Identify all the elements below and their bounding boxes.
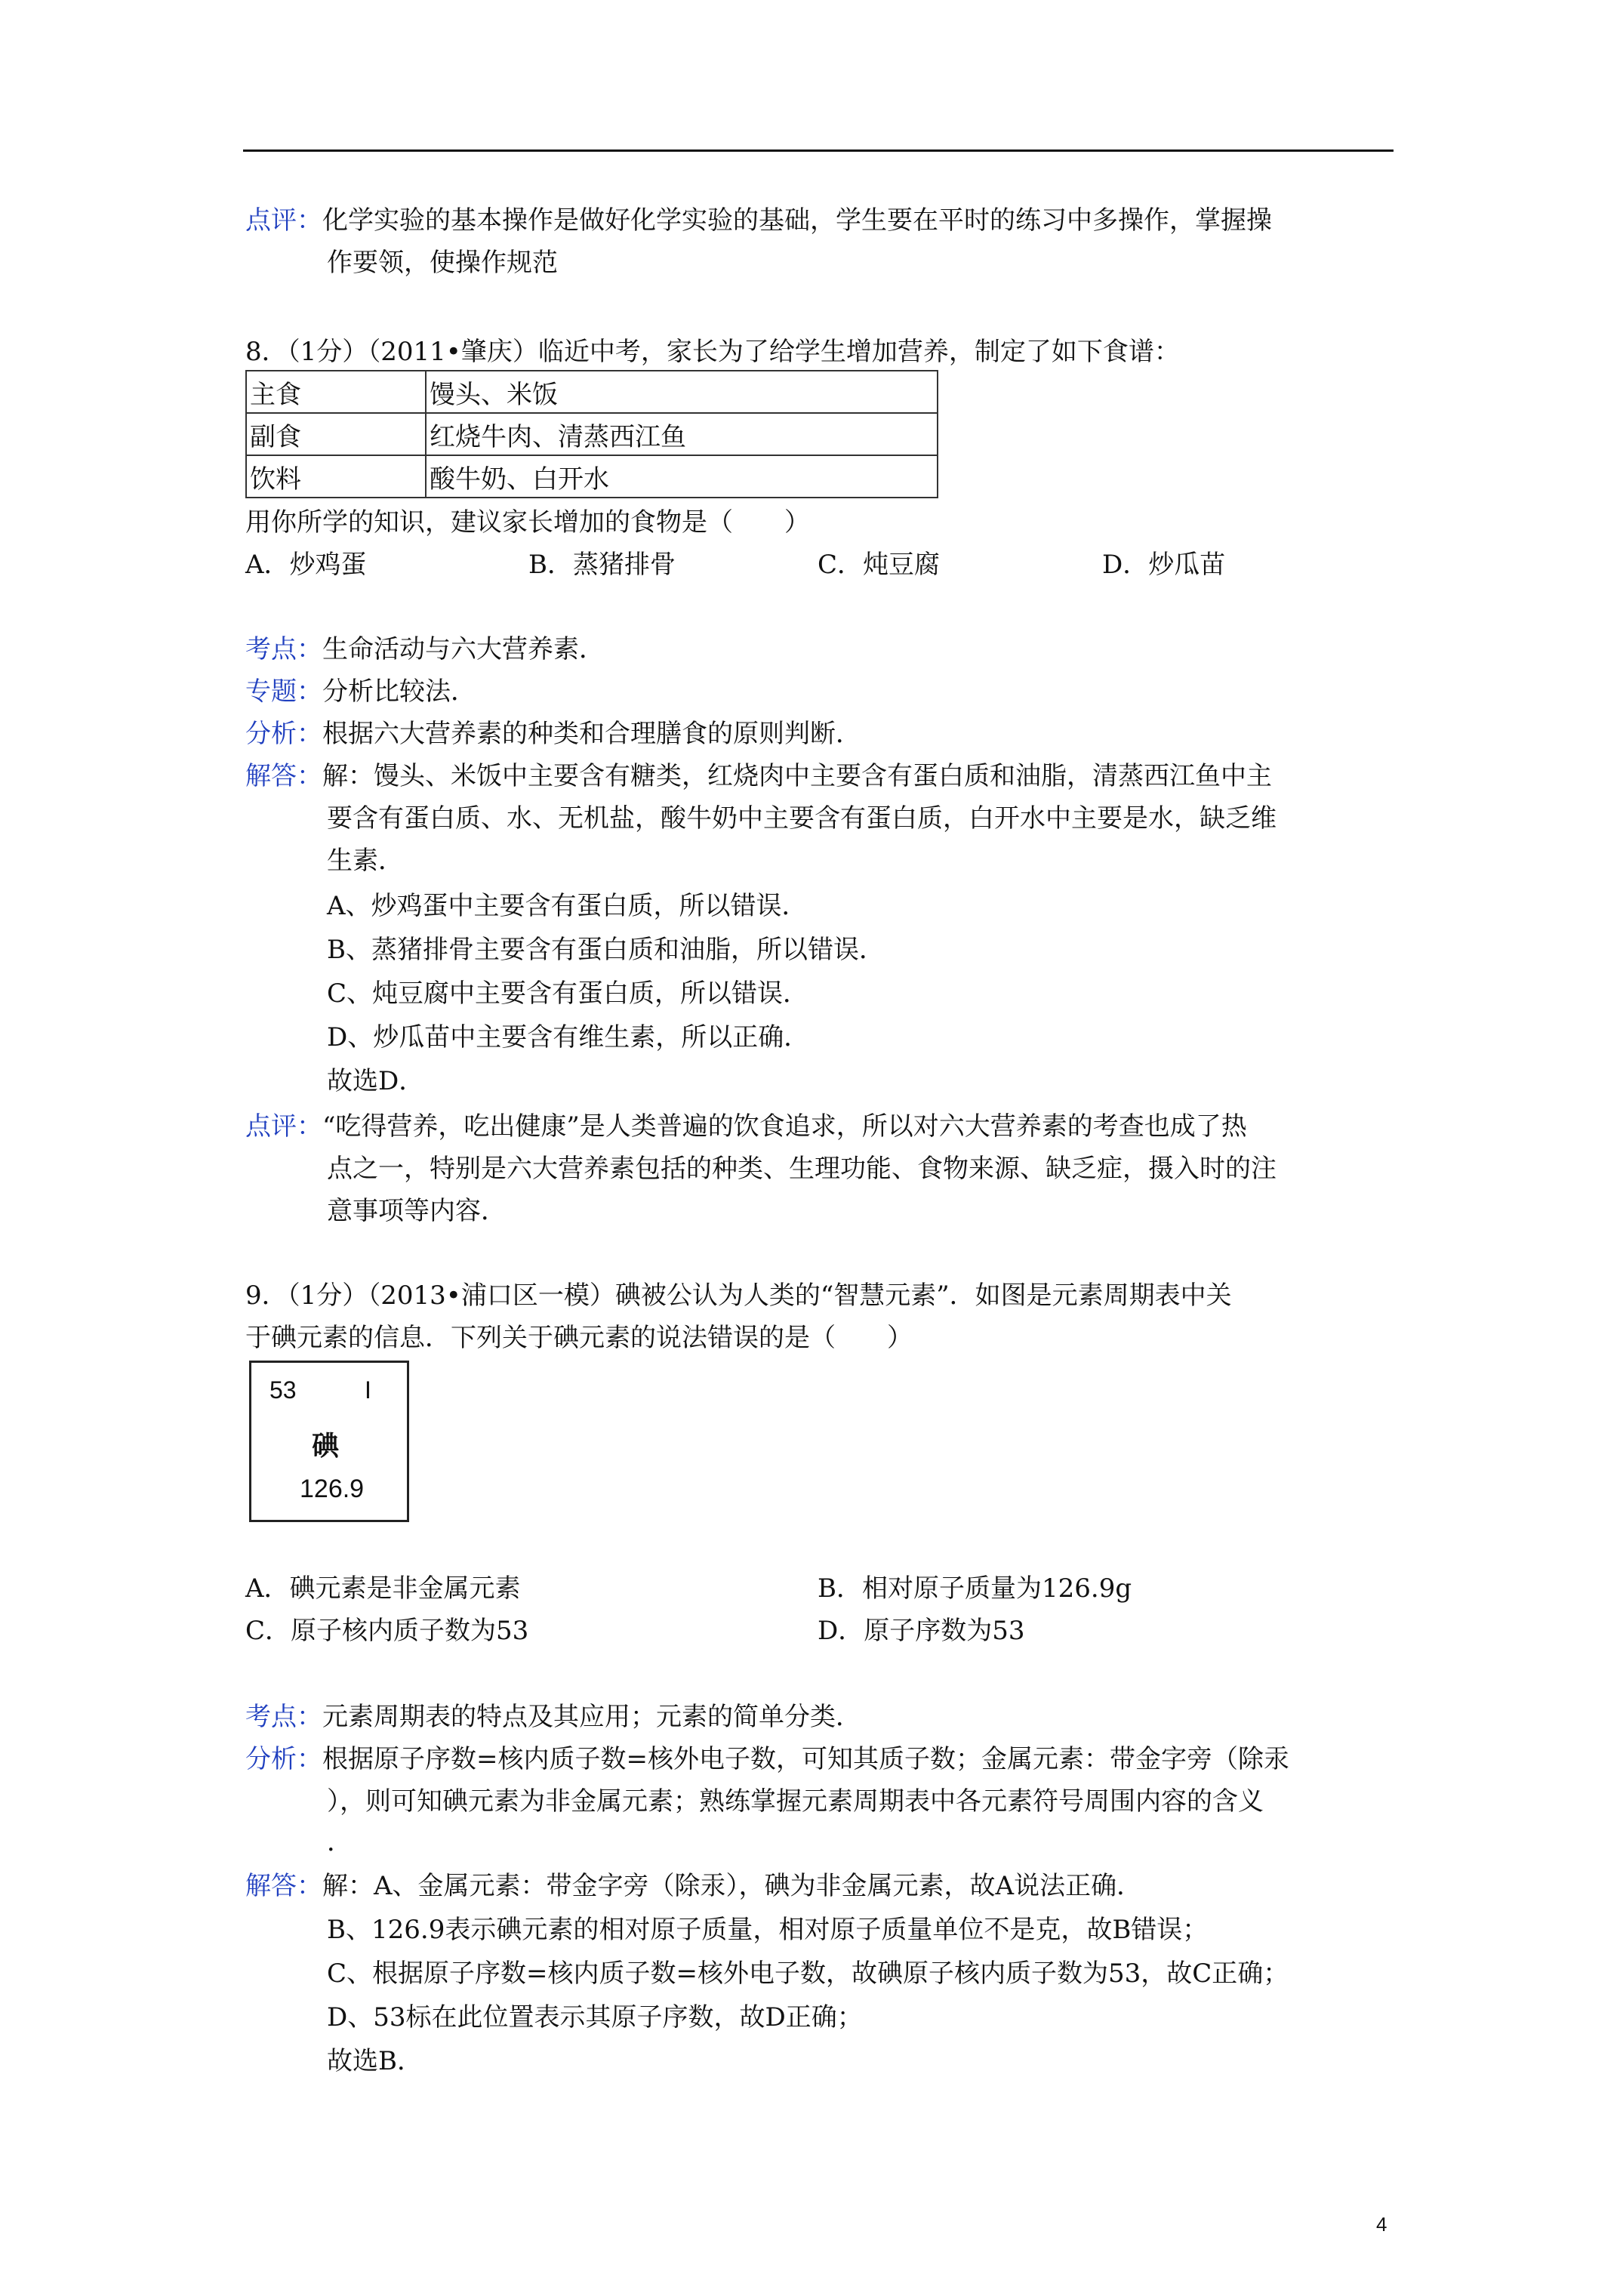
q9-option-d: D．原子序数为53 (818, 1616, 1025, 1646)
menu-value: 酸牛奶、白开水 (426, 455, 938, 498)
kaodian-label: 考点： (245, 1702, 322, 1732)
q9-jieda-line-2: B、126.9表示碘元素的相对原子质量，相对原子质量单位不是克，故B错误； (327, 1915, 1209, 1945)
q8-kaodian (245, 633, 605, 666)
menu-key: 主食 (246, 371, 426, 413)
q8-option-a: A．炒鸡蛋 (245, 550, 367, 580)
q9-stem-line-1: 9．（1分）（2013•浦口区一模）碘被公认为人类的“智慧元素”．如图是元素周期表中关 (245, 1281, 1232, 1311)
kaodian-text: 生命活动与六大营养素． (322, 634, 605, 664)
dianping-label: 点评： (245, 1111, 322, 1142)
q9-option-a: A．碘元素是非金属元素 (245, 1573, 521, 1604)
q8-question: 用你所学的知识，建议家长增加的食物是（ ） (245, 507, 810, 538)
q9-jieda-line-3: C、根据原子序数=核内质子数=核外电子数，故碘原子核内质子数为53，故C正确； (327, 1959, 1289, 1989)
atomic-mass: 126.9 (300, 1475, 365, 1503)
q9-fenxi-line-3: ． (327, 1827, 353, 1857)
prev-review-line-2: 作要领，使操作规范 (327, 248, 558, 278)
q8-option-b: B．蒸猪排骨 (528, 550, 676, 580)
q8-dianping-line-1 (245, 1110, 1247, 1143)
kaodian-text: 元素周期表的特点及其应用；元素的简单分类． (322, 1702, 861, 1732)
menu-key: 饮料 (246, 455, 426, 498)
element-symbol: I (365, 1376, 371, 1404)
zhuanti-label: 专题： (245, 676, 322, 707)
fenxi-label: 分析： (245, 1744, 322, 1774)
q8-fenxi (245, 717, 861, 750)
jieda-label: 解答： (245, 1871, 322, 1901)
q8-jieda-line-7: D、炒瓜苗中主要含有维生素，所以正确． (327, 1022, 810, 1052)
q9-option-c: C．原子核内质子数为53 (245, 1616, 529, 1646)
q9-fenxi-line-1 (245, 1743, 1289, 1776)
zhuanti-text: 分析比较法． (322, 676, 476, 707)
q8-stem: 8．（1分）（2011•肇庆）临近中考，家长为了给学生增加营养，制定了如下食谱： (245, 337, 1180, 367)
q8-jieda-line-2: 要含有蛋白质、水、无机盐，酸牛奶中主要含有蛋白质，白开水中主要是水，缺乏维 (327, 803, 1277, 834)
q8-jieda-line-3: 生素． (327, 846, 404, 876)
q8-jieda-line-5: B、蒸猪排骨主要含有蛋白质和油脂，所以错误． (327, 935, 885, 965)
q9-jieda-line-4: D、53标在此位置表示其原子序数，故D正确； (327, 2002, 863, 2032)
q8-dianping-line-3: 意事项等内容． (327, 1196, 507, 1226)
q8-jieda-line-8: 故选D． (327, 1066, 425, 1096)
q9-fenxi-line-2: ），则可知碘元素为非金属元素；熟练掌握元素周期表中各元素符号周围内容的含义 (327, 1786, 1264, 1817)
jieda-label: 解答： (245, 761, 322, 791)
q9-stem-line-2: 于碘元素的信息．下列关于碘元素的说法错误的是（ ） (245, 1323, 913, 1353)
q9-kaodian (245, 1700, 861, 1734)
review-label: 点评： (245, 205, 322, 236)
menu-value: 红烧牛肉、清蒸西江鱼 (426, 413, 938, 455)
q9-jieda-line-5: 故选B． (327, 2046, 423, 2076)
review-text: 化学实验的基本操作是做好化学实验的基础，学生要在平时的练习中多操作，掌握操 (322, 205, 1272, 236)
page-number: 4 (1376, 2213, 1387, 2236)
table-row (246, 413, 938, 455)
menu-value: 馒头、米饭 (426, 371, 938, 413)
kaodian-label: 考点： (245, 634, 322, 664)
q8-option-d: D．炒瓜苗 (1102, 550, 1226, 580)
header-rule (243, 149, 1394, 152)
q8-jieda-line-4: A、炒鸡蛋中主要含有蛋白质，所以错误． (327, 891, 808, 921)
element-name: 碘 (312, 1430, 340, 1461)
fenxi-text: 根据六大营养素的种类和合理膳食的原则判断． (322, 719, 861, 749)
q9-option-b: B．相对原子质量为126.9g (818, 1573, 1132, 1604)
q8-dianping-line-2: 点之一，特别是六大营养素包括的种类、生理功能、食物来源、缺乏症，摄入时的注 (327, 1154, 1277, 1184)
fenxi-label: 分析： (245, 719, 322, 749)
table-row (246, 455, 938, 498)
iodine-element-card (249, 1361, 409, 1522)
atomic-number: 53 (269, 1376, 297, 1404)
table-row (246, 371, 938, 413)
jieda-text: 解：馒头、米饭中主要含有糖类，红烧肉中主要含有蛋白质和油脂，清蒸西江鱼中主 (322, 761, 1272, 791)
fenxi-text: 根据原子序数=核内质子数=核外电子数，可知其质子数；金属元素：带金字旁（除汞 (322, 1744, 1289, 1774)
q9-jieda-line-1 (245, 1869, 1142, 1903)
jieda-text: 解：A、金属元素：带金字旁（除汞），碘为非金属元素，故A说法正确． (322, 1871, 1143, 1901)
q8-jieda-line-1 (245, 760, 1272, 793)
q8-jieda-line-6: C、炖豆腐中主要含有蛋白质，所以错误． (327, 978, 809, 1009)
q8-option-c: C．炖豆腐 (818, 550, 941, 580)
dianping-text: “吃得营养，吃出健康”是人类普遍的饮食追求，所以对六大营养素的考查也成了热 (322, 1111, 1247, 1142)
menu-key: 副食 (246, 413, 426, 455)
menu-table (245, 370, 938, 498)
q8-zhuanti (245, 675, 476, 708)
prev-review-line-1 (245, 204, 1272, 237)
